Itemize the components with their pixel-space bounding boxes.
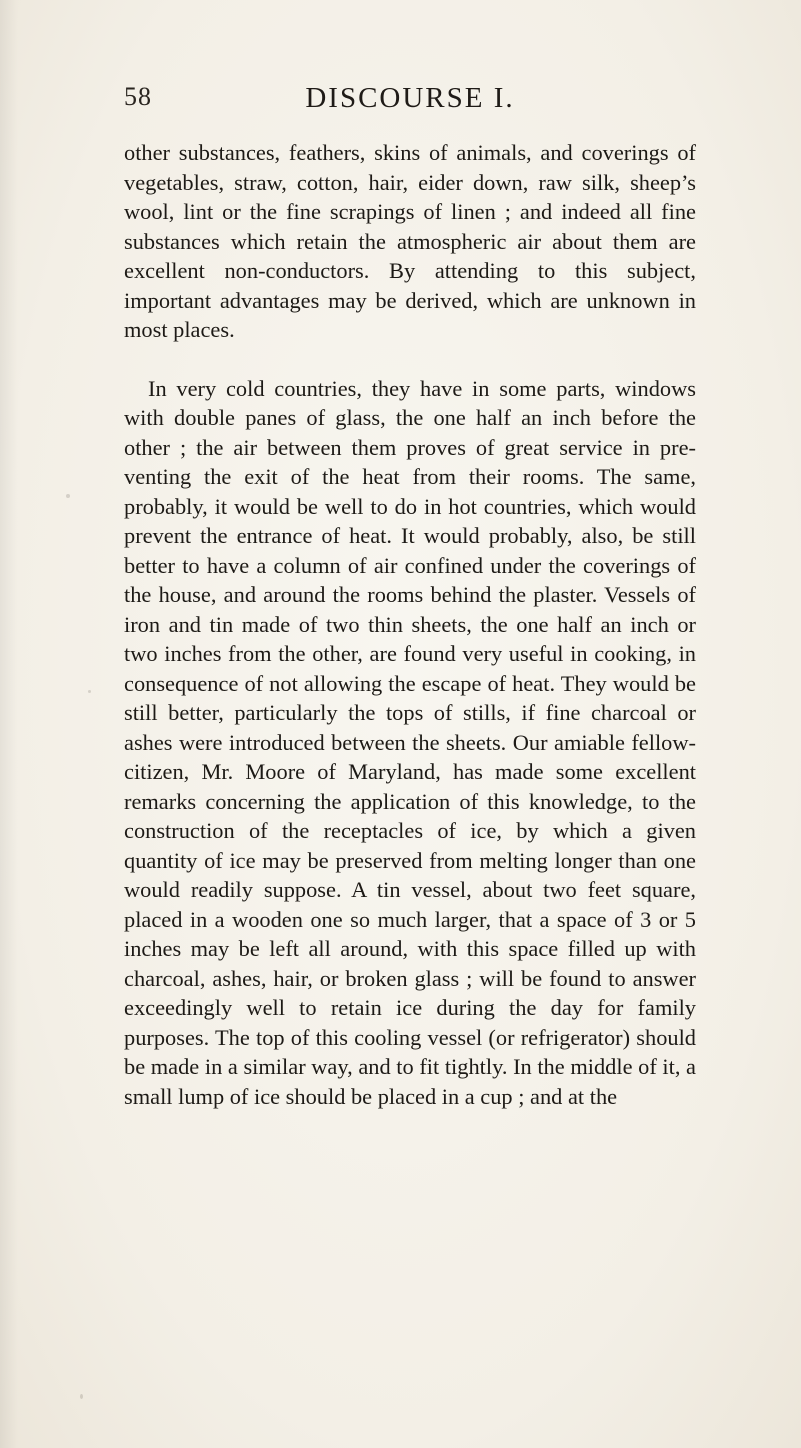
body-text [124,138,696,1111]
ink-speck [88,690,91,693]
running-head [124,82,696,122]
running-title: DISCOURSE I. [305,82,515,114]
paragraph-2: In very cold countries, they have in some parts, windows with double panes of glass, the one half an inch before the other ; the air between them proves of great service in preventing the exit of the heat from their rooms. The same, probably, it would be well to do in hot countries, which would prevent the entrance of heat. It would probably, also, be still better to have a column of air confined under the coverings of the house, and around the rooms behind the plaster. Vessels of iron and tin made of two thin sheets, the one half an inch or two inches from the other, are found very useful in cooking, in consequence of not allowing the escape of heat. They would be still better, particularly the tops of stills, if fine charcoal or ashes were introduced between the sheets. Our amiable fellow-citizen, Mr. Moore of Maryland, has made some excellent remarks concerning the application of this knowledge, to the construction of the receptacles of ice, by which a given quantity of ice may be preserved from melting longer than one would readily suppose. A tin vessel, about two feet square, placed in a wooden one so much larger, that a space of 3 or 5 inches may be left all around, with this space filled up with charcoal, ashes, hair, or broken glass ; will be found to answer exceedingly well to retain ice during the day for family purposes. The top of this cooling vessel (or refrigerator) should be made in a similar way, and to fit tightly. In the middle of it, a small lump of ice should be placed in a cup ; and at the [124,375,696,1109]
page-edge-shadow [0,0,18,1448]
ink-speck [66,494,70,498]
ink-speck [80,1394,83,1399]
paragraph-1: other substances, feathers, skins of animals, and coverings of vegetables, straw, cotton, hair, eider down, raw silk, sheep’s wool, lint or the fine scrapings of linen ; and indeed all fine substances which retain the atmospheric air about them are excellent non-conductors. By attending to this subject, important advantages may be derived, which are unknown in most places. [124,140,696,342]
page-number: 58 [124,82,152,111]
